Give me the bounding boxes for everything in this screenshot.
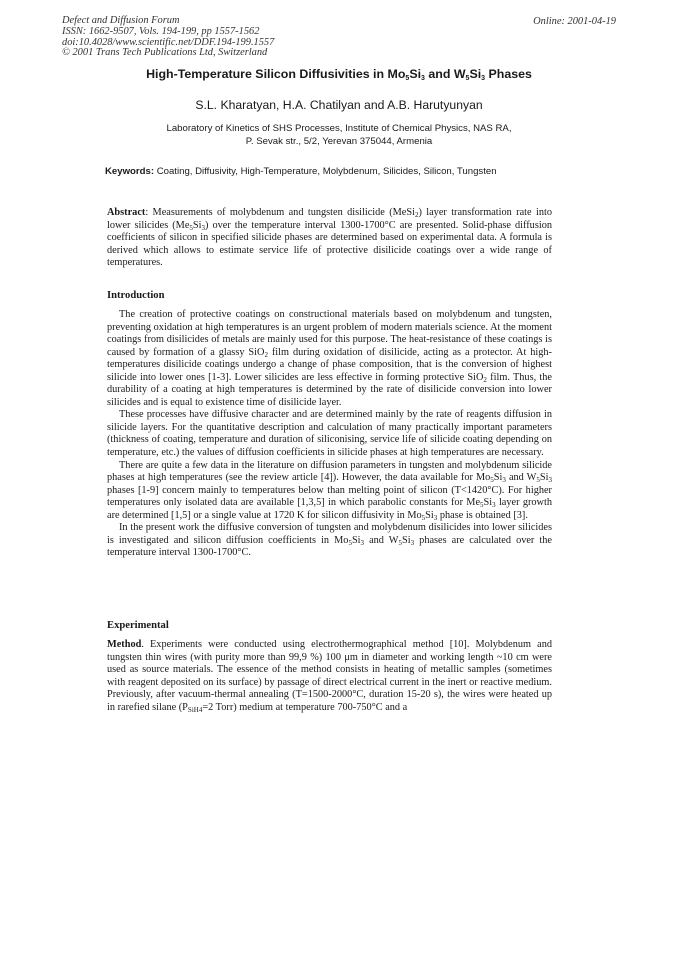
journal-name: Defect and Diffusion Forum [62, 15, 180, 26]
introduction-body [107, 309, 552, 560]
abstract-label: Abstract [107, 207, 146, 218]
online-date: Online: 2001-04-19 [533, 16, 616, 27]
paragraph: The creation of protective coatings on constructional materials based on molybdenum and tungsten, preventing oxidation at high temperatures is an urgent problem of modern materials science. At the moment coatings from disilicides of metals are mainly used for this purpose. The heat-resistance of these coatings is caused by formation of a glassy SiO$_2$ film during oxidation of disilicide, acting as a protector. At high-temperatures disilicide coatings undergo a change of phase composition, that is the conversion of highest silicide into lower ones [1-3]. Lower silicides are less effective in forming protective SiO$_2$ film. Thus, the durability of a coating at high temperatures is determined by the rate of disilicide conversion into lower silicides and is equal to existence time of disilicide layer. [107, 309, 552, 408]
method-label: Method [107, 639, 142, 650]
paragraph: These processes have diffusive character and are determined mainly by the rate of reagents diffusion in silicide layers. For the quantitative description and calculation of many practically important parameters (thickness of coating, temperature and duration of siliconising, service life of silicide coating depending on temperature, etc.) the values of diffusion coefficients in silicide phases at high temperatures are necessary. [107, 409, 552, 459]
copyright-line: © 2001 Trans Tech Publications Ltd, Switzerland [62, 47, 268, 59]
paragraph: There are quite a few data in the literature on diffusion parameters in tungsten and molybdenum silicide phases at high temperatures (see the review article [4]). However, the data available for $Mo_5Si_3$ and $W_5Si_3$ phases [1-9] concern mainly to temperatures below than melting point of silicon (T<1420°C). For higher temperatures only isolated data are available [1,3,5] in which parabolic constants for $Me_5Si_3$ layer growth are determined [1,5] or a single value at 1720 K for silicon diffusivity in $Mo_5Si_3$ phase is obtained [3]. [107, 459, 553, 522]
issn-line: ISSN: 1662-9507, Vols. 194-199, pp 1557-1562 [62, 25, 260, 37]
keywords [105, 166, 497, 177]
paper-title: High-Temperature Silicon Diffusivities in $Mo_5Si_3$ and $W_5Si_3$ Phases [146, 67, 532, 82]
authors: S.L. Kharatyan, H.A. Chatilyan and A.B. Harutyunyan [195, 98, 483, 112]
experimental-body [107, 639, 552, 714]
keywords-label: Keywords: [105, 166, 155, 177]
abstract: Abstract: Measurements of molybdenum and tungsten disilicide (MeSi$_2$) layer transformation rate into lower silicides $(Me_5Si_3)$ over the temperature interval 1300-1700°C are presented. Solid-phase diffusion coefficients of silicon in specified silicide phases are determined based on experimental data. A formula is derived which allows to estimate service life of protective disilicide coatings over a wide range of temperatures. [107, 207, 552, 269]
affiliation-line: Laboratory of Kinetics of SHS Processes, Institute of Chemical Physics, NAS RA, [166, 123, 512, 134]
section-heading-experimental: Experimental [107, 620, 169, 631]
doi-line: doi:10.4028/www.scientific.net/DDF.194-199.1557 [62, 36, 275, 48]
affiliation [0, 123, 678, 148]
journal-header [62, 16, 274, 59]
section-heading-introduction: Introduction [107, 290, 165, 301]
keywords-text: Coating, Diffusivity, High-Temperature, Molybdenum, Silicides, Silicon, Tungsten [154, 166, 497, 177]
paragraph: In the present work the diffusive conversion of tungsten and molybdenum disilicides into lower silicides is investigated and silicon diffusion coefficients in $Mo_5Si_3$ and $W_5Si_3$ phases are calculated over the temperature interval 1300-1700°C. [107, 522, 552, 559]
paragraph: Method. Experiments were conducted using electrothermographical method [10]. Molybdenum and tungsten thin wires (with purity more than 99,9 %) 100 μm in diameter and working length ~10 cm were used as source materials. The essence of the method consists in heating of metallic samples (sometimes with reagent deposited on its surface) by passage of direct electrical current in the inert or reactive medium. Previously, after vacuum-thermal annealing (T=1500-2000°C, duration 15-20 s), the wires were heated up in rarefied silane ($P_{SiH4}=2$ Torr) medium at temperature 700-750°C and a [107, 639, 552, 714]
affiliation-line: P. Sevak str., 5/2, Yerevan 375044, Armenia [245, 135, 433, 147]
